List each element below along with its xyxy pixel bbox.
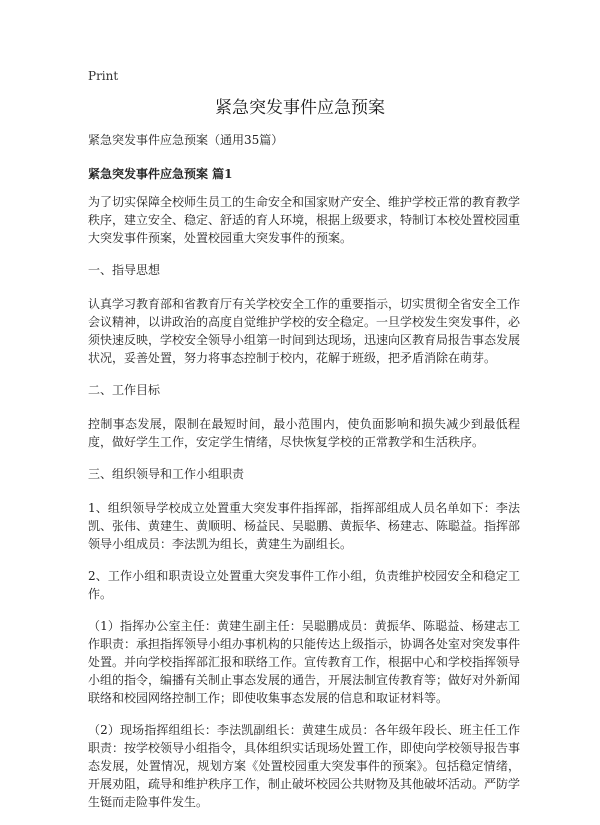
document-body: [88, 131, 520, 825]
heading-guiding-ideology: 一、指导思想: [88, 263, 161, 277]
heading-organization: 三、组织领导和工作小组职责: [88, 467, 245, 481]
section-title: 紧急突发事件应急预案 篇1: [88, 167, 233, 181]
goals-paragraph: 控制事态发展，限制在最短时间，最小范围内，使负面影响和损失减少到最低程度，做好学生工作，安定学生情绪，尽快恢复学校的正常教学和生活秩序。: [88, 417, 520, 449]
intro-paragraph: 为了切实保障全校师生员工的生命安全和国家财产安全、维护学校正常的教育教学秩序，建立安全、稳定、舒适的育人环境，根据上级要求，特制订本校处置校园重大突发事件预案，处置校园重大突发事件的预案。: [88, 195, 521, 245]
command-office-paragraph: （1）指挥办公室主任：黄建生副主任：吴聪鹏成员：黄振华、陈聪益、杨建志工作职责：承担指挥领导小组办事机构的只能传达上级指示，协调各处室对突发事件处置。并向学校指挥部汇报和联络工作。宣传教育工作，根据中心和学校指挥领导小组的指令，编播有关制止事态发展的通告，开展法制宣传教育等；做好对外新闻联络和校园网络控制工作；即使收集事态发展的信息和取证材料等。: [88, 619, 521, 705]
document-subtitle: 紧急突发事件应急预案（通用35篇）: [88, 133, 284, 147]
organization-paragraph-2: 2、工作小组和职责设立处置重大突发事件工作小组，负责维护校园安全和稳定工作。: [88, 569, 520, 601]
document-title: 紧急突发事件应急预案: [215, 98, 385, 118]
guiding-paragraph: 认真学习教育部和省教育厅有关学校安全工作的重要指示，切实贯彻全省安全工作会议精神，以讲政治的高度自觉维护学校的安全稳定。一旦学校发生突发事件，必须快速反映，学校安全领导小组第一时间到达现场，迅速向区教育局报告事态发展状况，妥善处置，努力将事态控制于校内，花解于班级，把矛盾消除在萌芽。: [88, 297, 521, 365]
print-link[interactable]: Print: [88, 69, 119, 83]
onsite-command-paragraph: （2）现场指挥组组长：李法凯副组长：黄建生成员：各年级年段长、班主任工作职责：按学校领导小组指令，具体组织实话现场处置工作，即使向学校领导报告事态发展，处置情况，规划方案《处置校园重大突发事件的预案》。包括稳定情绪，开展劝阻，疏导和维护秩序工作，制止破坏校园公共财物及其他破坏活动。严防学生铤而走险事件发生。: [88, 723, 521, 809]
organization-paragraph-1: 1、组织领导学校成立处置重大突发事件指挥部，指挥部组成人员名单如下：李法凯、张伟、黄建生、黄顺明、杨益民、吴聪鹏、黄振华、杨建志、陈聪益。指挥部领导小组成员：李法凯为组长，黄建生为副组长。: [88, 501, 521, 551]
heading-work-goals: 二、工作目标: [88, 383, 161, 397]
